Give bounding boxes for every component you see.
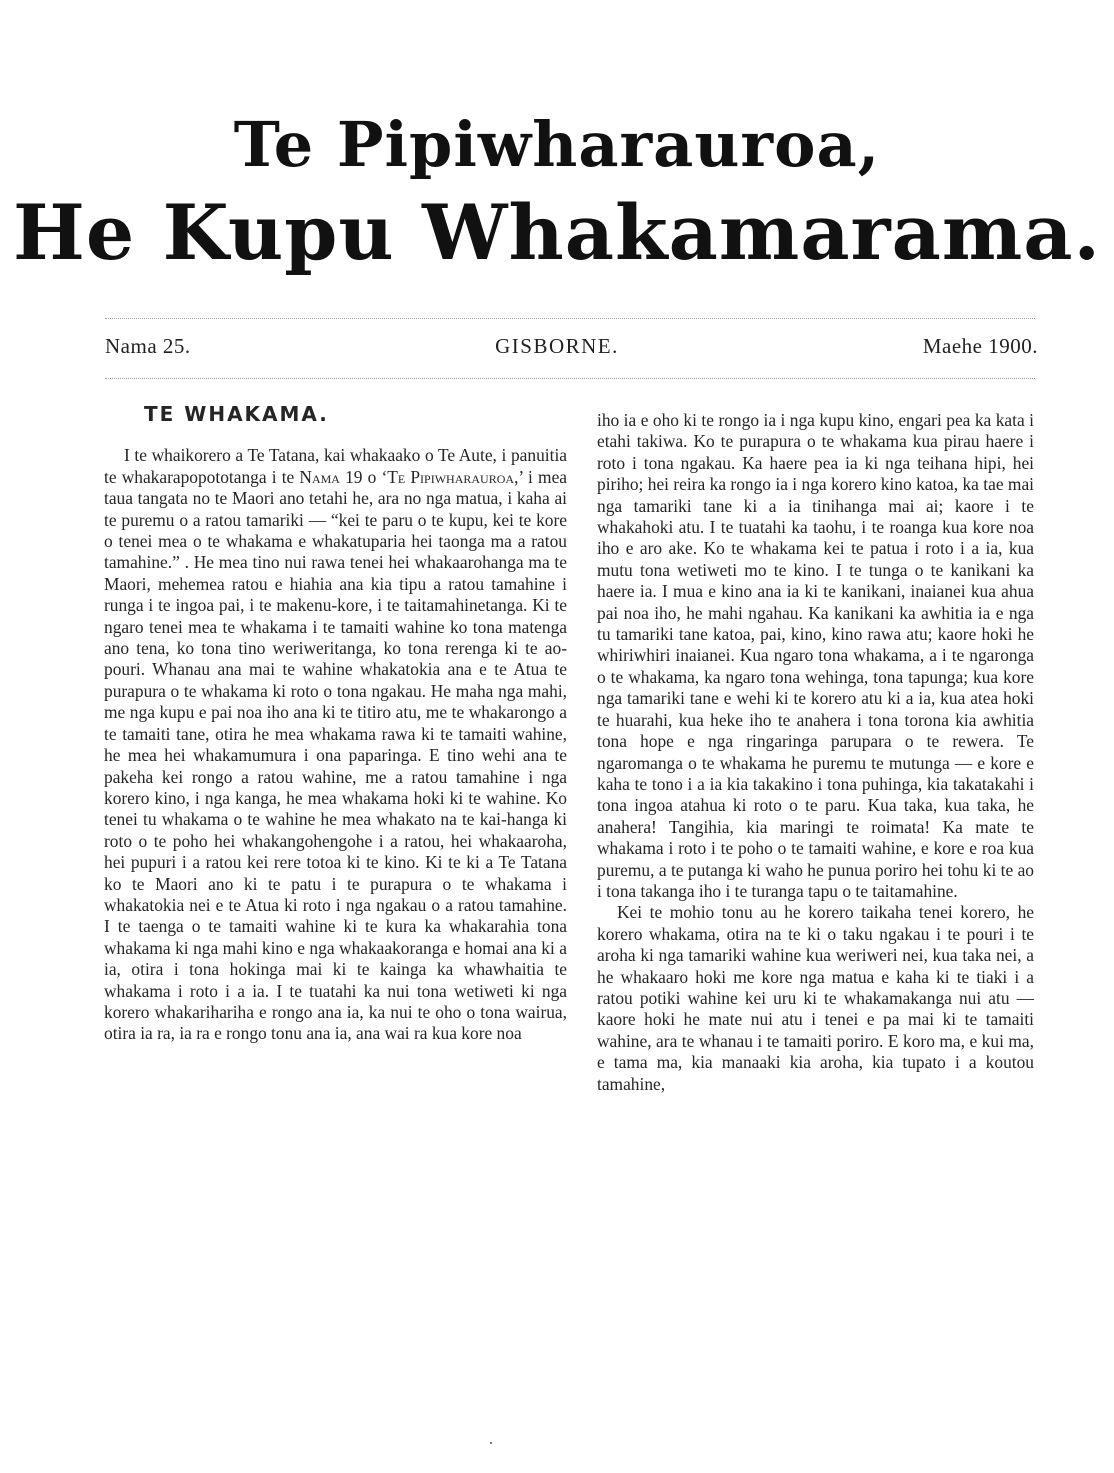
- article-column-right: [597, 410, 1034, 1095]
- paragraph-text: ,’ i mea taua tangata no te Maori ano tetahi he, ara no nga matua, i kaha ai te puremu o a ratou tamariki — “kei te paru o te kupu, kei te kore o tenei mea o te whakama e whakatuparia hei taonga ma a ratou tamahine.” . He mea tino nui rawa tenei hei whakaarohanga ma te Maori, mehemea ratou e hiahia ana kia tipu a ratou tamahine i runga i te ingoa pai, i te makenu-kore, i te taitamahinetanga. Ki te ngaro tenei mea te whakama i te tamaiti wahine ko tona matenga ano tena, ko tona tino weriweritanga, ko tona rerenga ki te ao-pouri. Whanau ana mai te wahine whakatokia ana e te Atua te purapura o te whakama ki roto o tona ngakau. He maha nga mahi, me nga kupu e pai noa iho ana ki te titiro atu, me te whakarongo a te tamaiti tane, otira he mea whakama rawa ki te tamaiti wahine, he mea hei whakamumura i ona paparinga. E tino wehi ana te pakeha kei rongo a ratou wahine, me a ratou tamahine i nga korero kino, i nga kanga, he mea whakama hoki ki te wahine. Ko tenei tu whakama o te wahine he mea whakato na te kai-hanga ki roto o te poho hei whakangohengohe i a ratou, hei whakaaroha, hei pupuri i a ratou kei rere totoa ki te kino. Ki te ki a Te Tatana ko te Maori ano ki te patu i te purapura o te whakama i whakatokia nei e te Atua ki roto i nga ngakau o a ratou tamahine. I te taenga o te tamaiti wahine ki te kura ka whakarahia tona whakama ki nga mahi kino e nga whakaakoranga e homai ana ki a ia, otira i tona hokinga mai ki te kainga ka whawhaitia te whakama i roto i a ia. I te tuatahi ka nui tona wetiweti ki nga korero whakarihariha e rongo ana ia, ka nui te oho o tona wairua, otira ia ra, ia ra e rongo tonu ana ia, ana wai ra kua kore noa: [104, 466, 568, 1044]
- masthead-title-line-2: He Kupu Whakamarama.: [13, 188, 1101, 277]
- place-name: GISBORNE.: [495, 334, 619, 358]
- issue-number: Nama 25.: [105, 334, 191, 358]
- article-column-left: [104, 400, 567, 1045]
- article-paragraph: Kei te mohio tonu au he korero taikaha tenei korero, he korero whakama, otira na te ki o taku ngakau i te pouri i te aroha ki nga tamariki wahine kua weriweri nei, kua taka nei, a he whakaaro hoki me kore nga matua e kaha ki te tiaki i a ratou potiki wahine kei uru ki te whakamakanga nui atu — kaore hoki he mate nui atu i tenei e pa mai ki te tamaiti wahine, ara te whanau i te tamaiti poriro. E koro ma, e kui ma, e tama ma, kia manaaki kia aroha, kia tupato i a koutou tamahine,: [597, 902, 1034, 1094]
- article-paragraph: iho ia e oho ki te rongo ia i nga kupu kino, engari pea ka kata i etahi takiwa. Ko te purapura o te whakama kua pirau haere i roto i tona ngakau. Ka haere pea ia ki nga teihana hipi, hei piriho; hei reira ka rongo ia i nga korero kino katoa, ka tae mai nga tamariki tane ki a ia tinihanga mai ai; kaore i te whakahoki atu. I te tuatahi ka taohu, i te roanga kua kore noa iho e aro ake. Ko te whakama kei te patua i roto i a ia, kua mutu tona wetiweti mo te kino. I te tunga o te kanikani ka haere ia. I mua e kino ana ia ki te kanikani, inaianei kua ahua pai noa iho, he mahi ngahau. Ka kanikani ka awhitia ia e nga tu tamariki tane katoa, pai, kino, kino rawa atu; kaore hoki he whiriwhiri inaianei. Kua ngaro tona whakama, a i te ngaronga o te whakama, ka ngaro tona wehinga, tona tapunga; kua kore nga tamariki tane e wehi ki te korero atu ki a ia, kua atea hoki te huarahi, kua heke iho te anahera i tona torona kia awhitia tona hope e nga ringaringa parupara o te rewera. Te ngaromanga o te whakama he puremu te mutunga — e kore e kaha te tono i a ia kia takakino i tona puhinga, kia takatakahi i tona ingoa atahua ki roto o te paru. Kua taka, kua taka, he anahera! Tangihia, kia maringi te roimata! Ka mate te whakama i roto i te poho o te tamaiti wahine, e kore e roa kua puremu, a te putanga ki waho he punua poriro hei tohu ki te ao i tona takanga iho i te turanga tapu o te taitamahine.: [597, 410, 1034, 901]
- paragraph-text: 19 o ‘: [339, 466, 388, 487]
- issue-date: Maehe 1900.: [922, 334, 1038, 358]
- paragraph-text: Nama: [299, 466, 340, 487]
- article-heading: TE WHAKAMA.: [144, 402, 329, 426]
- page-speck: [490, 1442, 492, 1444]
- paragraph-text: Te Pipiwharauroa: [387, 466, 515, 487]
- divider-bottom: [105, 378, 1035, 379]
- masthead-title-line-1: Te Pipiwharauroa,: [233, 108, 881, 181]
- divider-top: [105, 318, 1035, 319]
- paragraph-text: I te whaikorero a Te Tatana, kai whakaako o Te Aute, i panuitia te whakarapopototanga i te: [104, 445, 567, 487]
- article-paragraph: [104, 445, 567, 1044]
